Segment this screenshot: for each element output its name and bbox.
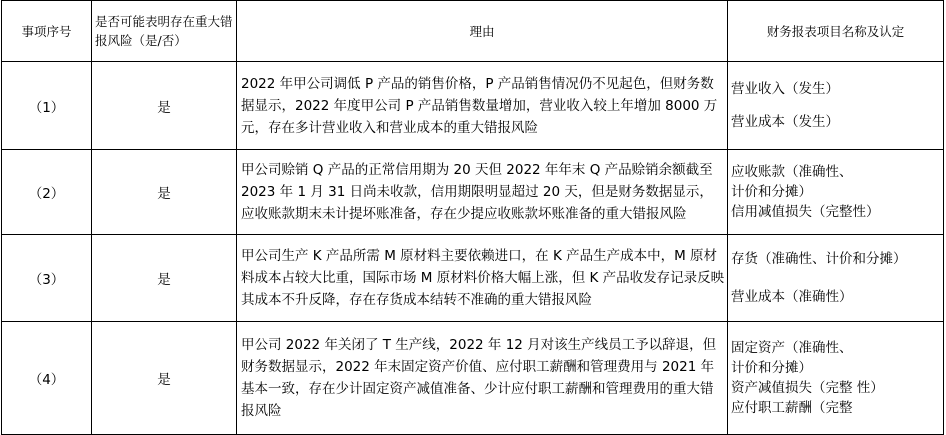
item-line: 营业收入（发生） bbox=[731, 81, 839, 97]
header-reason: 理由 bbox=[237, 1, 728, 62]
row-items bbox=[728, 150, 944, 235]
item-line: 存货（准确性、计价和分摊） bbox=[731, 251, 907, 267]
item-line: 资产减值损失（完整 性） bbox=[731, 380, 884, 396]
row-reason: 甲公司赊销 Q 产品的正常信用期为 20 天但 2022 年年末 Q 产品赊销余额截至 2023 年 1 月 31 日尚未收款，信用期限明显超过 20 天，但是财务数据显示，应收账款期末未计提坏账准备，存在少提应收账款坏账准备的重大错报风险 bbox=[237, 150, 728, 235]
audit-risk-table bbox=[1, 0, 944, 435]
row-risk: 是 bbox=[92, 235, 237, 322]
item-line: 计价和分摊） bbox=[731, 184, 812, 200]
item-line: 计价和分摊） bbox=[731, 360, 812, 376]
item-line: 应付职工薪酬（完整 bbox=[731, 400, 853, 416]
table-row bbox=[2, 150, 944, 235]
item-line: 信用减值损失（完整性） bbox=[731, 204, 880, 220]
row-reason: 2022 年甲公司调低 P 产品的销售价格，P 产品销售情况仍不见起色，但财务数据显示，2022 年度甲公司 P 产品销售数量增加，营业收入较上年增加 8000 万元，存在多计营业收入和营业成本的重大错报风险 bbox=[237, 62, 728, 150]
row-seq: （4） bbox=[2, 322, 92, 435]
row-reason: 甲公司生产 K 产品所需 M 原材料主要依赖进口，在 K 产品生产成本中，M 原材料成本占较大比重，国际市场 M 原材料价格大幅上涨，但 K 产品收发存记录反映其成本不升反降，存在存货成本结转不准确的重大错报风险 bbox=[237, 235, 728, 322]
row-seq: （1） bbox=[2, 62, 92, 150]
item-line: 应收账款（准确性、 bbox=[731, 164, 853, 180]
item-line: 营业成本（发生） bbox=[731, 114, 839, 130]
header-risk: 是否可能表明存在重大错报风险（是/否） bbox=[92, 1, 237, 62]
row-seq: （3） bbox=[2, 235, 92, 322]
table-row bbox=[2, 322, 944, 435]
table-row bbox=[2, 62, 944, 150]
row-items bbox=[728, 235, 944, 322]
table-header-row bbox=[2, 1, 944, 62]
row-items bbox=[728, 62, 944, 150]
row-seq: （2） bbox=[2, 150, 92, 235]
table-row bbox=[2, 235, 944, 322]
header-items: 财务报表项目名称及认定 bbox=[728, 1, 944, 62]
row-reason: 甲公司 2022 年关闭了 T 生产线，2022 年 12 月对该生产线员工予以辞退，但财务数据显示，2022 年末固定资产价值、应付职工薪酬和管理费用与 2021 年基本一致，存在少计固定资产减值准备、少计应付职工薪酬和管理费用的重大错报风险 bbox=[237, 322, 728, 435]
row-risk: 是 bbox=[92, 150, 237, 235]
row-risk: 是 bbox=[92, 62, 237, 150]
item-line: 营业成本（准确性） bbox=[731, 289, 853, 305]
row-items bbox=[728, 322, 944, 435]
row-risk: 是 bbox=[92, 322, 237, 435]
item-line: 固定资产（准确性、 bbox=[731, 340, 853, 356]
header-seq: 事项序号 bbox=[2, 1, 92, 62]
